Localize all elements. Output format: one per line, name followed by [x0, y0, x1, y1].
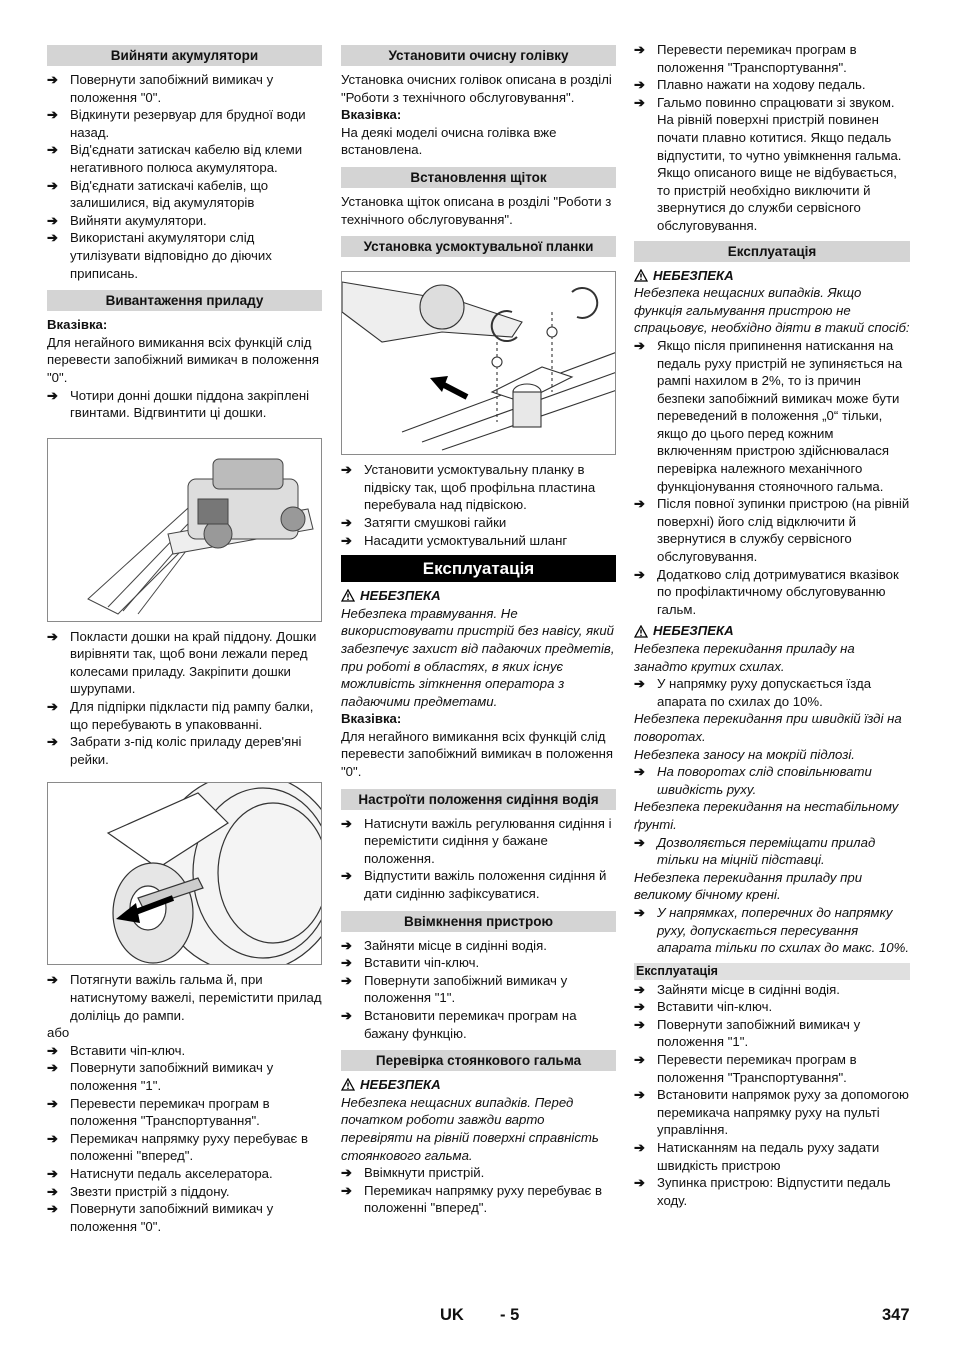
danger2-text4: Небезпека перекидання на нестабільному ґрунті. — [634, 799, 899, 832]
figure-machine-on-pallet — [47, 438, 322, 622]
list-item — [341, 1164, 616, 1182]
list-unload-4 — [47, 1042, 322, 1236]
figure-brake-lever — [47, 782, 322, 965]
arrow-right-icon: ➔ — [634, 764, 646, 780]
danger1-label: НЕБЕЗПЕКА — [653, 267, 734, 283]
list-item — [341, 972, 616, 1007]
list-item — [47, 229, 322, 282]
arrow-right-icon: ➔ — [341, 1182, 353, 1198]
note-label-2: Вказівка: — [341, 107, 402, 123]
list-unload-3 — [47, 971, 322, 1024]
arrow-right-icon: ➔ — [634, 999, 646, 1015]
column-1 — [47, 45, 322, 1235]
list-item — [341, 867, 616, 902]
list-item-text: Встановити напрямок руху за допомогою перемикача напрямку руху на пульті управління. — [657, 1087, 909, 1138]
install-head-text: Установка очисних голівок описана в розділі "Роботи з технічного обслуговування". — [341, 72, 612, 105]
list-item — [634, 41, 910, 76]
note-label: Вказівка: — [47, 317, 108, 333]
arrow-right-icon: ➔ — [634, 1175, 646, 1191]
heading-install-head: Установити очисну голівку — [341, 45, 616, 66]
list-item-text: Затягти смушкові гайки — [364, 514, 507, 530]
arrow-right-icon: ➔ — [47, 699, 59, 715]
arrow-right-icon: ➔ — [634, 77, 646, 93]
arrow-right-icon: ➔ — [341, 462, 353, 478]
list-item — [634, 76, 910, 94]
list-item — [47, 141, 322, 176]
list-item — [47, 698, 322, 733]
list-item — [47, 71, 322, 106]
list-item — [634, 495, 910, 565]
danger2-text5: Небезпека перекидання приладу при великому бічному крені. — [634, 869, 863, 903]
list-item: ➔ Дозволяється переміщати прилад тільки на міцній підставці. — [634, 834, 876, 868]
list-item-text: Чотири донні дошки піддона закріплені гвинтами. Відгвинтити ці дошки. — [70, 387, 310, 421]
list-item-text: Вставити чіп-ключ. — [364, 955, 480, 971]
heading-operation-small: Експлуатація — [634, 963, 910, 980]
list-item-text: Натиснути важіль регулювання сидіння і перемістити сидіння у бажане положення. — [364, 815, 612, 866]
list-item — [634, 1016, 910, 1051]
danger-label: НЕБЕЗПЕКА — [360, 588, 441, 604]
arrow-right-icon: ➔ — [634, 1140, 646, 1156]
arrow-right-icon: ➔ — [634, 337, 646, 353]
list-item: ➔ У напрямку руху допускається їзда апарата по схилах до 10%. — [634, 676, 872, 709]
arrow-right-icon: ➔ — [341, 868, 353, 884]
list-item — [47, 177, 322, 212]
note-text: Для негайного вимикання всіх функцій слід перевести запобіжний вимикач в положення "0". — [47, 334, 320, 385]
list-item — [47, 387, 322, 422]
footer-page-number: 347 — [882, 1306, 910, 1324]
list-item-text: Повернути запобіжний вимикач у положення "0". — [70, 72, 274, 105]
arrow-right-icon: ➔ — [47, 1165, 59, 1181]
list-item-text: Насадити усмоктувальний шланг — [364, 532, 568, 548]
list-item-text: Повернути запобіжний вимикач у положення "1". — [70, 1060, 274, 1093]
list-item — [47, 212, 322, 230]
heading-switch-on: Ввімкнення пристрою — [341, 911, 616, 932]
arrow-right-icon: ➔ — [634, 94, 646, 110]
arrow-right-icon: ➔ — [341, 937, 353, 953]
arrow-right-icon: ➔ — [634, 42, 646, 57]
list-item-text: Від'єднати затискач кабелю від клеми негативного полюса акумулятора. — [70, 142, 303, 175]
arrow-right-icon: ➔ — [341, 1165, 353, 1181]
list-danger1 — [634, 337, 910, 619]
arrow-right-icon: ➔ — [47, 230, 59, 246]
list-unload-1 — [47, 387, 322, 422]
figure-squeegee — [341, 271, 616, 455]
warning-triangle-icon — [634, 269, 648, 282]
list-item — [341, 937, 616, 955]
list-item-text: Для підпірки підкласти під рампу балки, що перебувають в упаковванні. — [70, 699, 314, 732]
list-item — [341, 954, 616, 972]
list-item — [47, 628, 322, 698]
list-item-text: Гальмо повинно спрацювати зі звуком. На рівній поверхні пристрій повинен почати плавно котитися. Якщо педаль відпустити, то чутно увімкнення гальма. Якщо описаного вище не відбувається, то пристрій необхідно виключити й звернутися до служби сервісного обслуговування. — [657, 94, 902, 233]
list-item-text: Звезти пристрій з піддону. — [70, 1183, 230, 1199]
list-item — [341, 461, 616, 514]
list-item-text: Повернути запобіжний вимикач у положення "1". — [657, 1016, 861, 1050]
arrow-right-icon: ➔ — [47, 212, 59, 228]
arrow-right-icon: ➔ — [341, 815, 353, 831]
list-item-text: Натиснути педаль акселератора. — [70, 1165, 273, 1181]
list-brake-cont — [634, 41, 910, 235]
list-item-text: Перевести перемикач програм в положення "Транспортування". — [657, 1052, 857, 1085]
heading-install-brush: Встановлення щіток — [341, 167, 616, 188]
arrow-right-icon: ➔ — [341, 1008, 353, 1023]
arrow-right-icon: ➔ — [47, 142, 59, 158]
arrow-right-icon: ➔ — [47, 1201, 59, 1217]
arrow-right-icon: ➔ — [634, 496, 646, 512]
list-danger2-b — [634, 763, 910, 798]
heading-squeegee: Установка усмоктувальної планки — [341, 236, 616, 257]
list-item — [634, 566, 910, 619]
list-item-text: Вийняти акумулятори. — [70, 212, 207, 228]
list-item-text: Від'єднати затискачі кабелів, що залишилися, від акумуляторів — [70, 177, 269, 211]
list-item-text: Зупинка пристрою: Відпустити педаль ходу. — [657, 1175, 891, 1208]
arrow-right-icon: ➔ — [47, 1183, 59, 1199]
list-item — [634, 1174, 910, 1209]
list-item — [634, 981, 910, 999]
list-item — [634, 337, 910, 495]
arrow-right-icon: ➔ — [47, 177, 59, 193]
list-brake — [341, 1164, 616, 1217]
arrow-right-icon: ➔ — [47, 734, 59, 750]
note-label-3: Вказівка: — [341, 711, 402, 727]
list-item — [47, 971, 322, 1024]
brake-danger-heading — [341, 1076, 616, 1094]
list-item-text: Перевести перемикач програм в положення "Транспортування". — [70, 1095, 270, 1129]
list-danger2-a — [634, 675, 910, 710]
list-item — [634, 1051, 910, 1086]
list-item-text: Потягнути важіль гальма й, при натиснутому важелі, перемістити прилад доліліць до рампи. — [70, 972, 322, 1023]
list-item-text: Зайняти місце в сидінні водія. — [364, 937, 547, 953]
arrow-right-icon: ➔ — [634, 566, 646, 582]
list-item-text: Установити усмоктувальну планку в підвіску так, щоб профільна пластина перебувала над підвіскою. — [364, 462, 596, 513]
column-3 — [634, 41, 910, 1209]
arrow-right-icon: ➔ — [47, 1060, 59, 1076]
heading-operation-main: Експлуатація — [341, 555, 616, 582]
list-item — [47, 1042, 322, 1060]
list-item — [47, 1130, 322, 1165]
arrow-right-icon: ➔ — [341, 514, 353, 530]
heading-operation: Експлуатація — [634, 241, 910, 262]
list-seat — [341, 815, 616, 903]
danger-heading — [341, 587, 616, 605]
heading-unload: Вивантаження приладу — [47, 290, 322, 311]
arrow-right-icon: ➔ — [47, 628, 59, 644]
brake-danger-label: НЕБЕЗПЕКА — [360, 1077, 441, 1093]
brake-danger-text: Небезпека нещасних випадків. Перед початком роботи завжди варто перевіряти на рівній поверхні справність стоянкового гальма. — [341, 1094, 599, 1163]
list-item-text: Повернути запобіжний вимикач у положення "1". — [364, 972, 568, 1006]
danger1-text: Небезпека нещасних випадків. Якщо функція гальмування пристрою не спрацьовує, необхідно діяти в такий спосіб: — [634, 285, 910, 336]
arrow-right-icon: ➔ — [47, 1130, 59, 1146]
list-item-text: Якщо після припинення натискання на педаль руху пристрій не зупиняється на рампі нахилом в 2%, то із причин безпеки запобіжний вимикач може бути переведений в положення „0“ тільки, якщо до цього перед кожним включенням пристрою здійснювалася перевірка належного механічного функціонування стояночного гальма. — [657, 337, 903, 494]
danger2-label: НЕБЕЗПЕКА — [653, 623, 734, 639]
footer-lang: UK — [440, 1306, 464, 1324]
or-text: або — [47, 1025, 70, 1041]
list-item-text: Вставити чіп-ключ. — [657, 999, 773, 1015]
heading-remove-battery: Вийняти акумулятори — [47, 45, 322, 66]
list-item-text: Перемикач напрямку руху перебуває в положенні "вперед". — [364, 1182, 602, 1216]
list-item: ➔ У напрямках, поперечних до напрямку руху, допускається пересування апарата тільки по схилах до макс. 10%. — [634, 904, 910, 956]
arrow-right-icon: ➔ — [634, 904, 646, 920]
arrow-right-icon: ➔ — [47, 107, 59, 123]
list-item-text: Перевести перемикач програм в положення "Транспортування". — [657, 42, 857, 75]
column-2 — [341, 45, 616, 1217]
arrow-right-icon: ➔ — [634, 1016, 646, 1032]
list-item-text: Повернути запобіжний вимикач у положення "0". — [70, 1201, 274, 1234]
list-item-text: Використані акумулятори слід утилізувати відповідно до діючих приписань. — [70, 230, 272, 281]
install-head-note: На деякі моделі очисна голівка вже встановлена. — [341, 124, 557, 158]
list-item — [341, 514, 616, 532]
danger1-heading — [634, 267, 910, 285]
arrow-right-icon: ➔ — [634, 834, 646, 850]
arrow-right-icon: ➔ — [634, 676, 646, 692]
list-item-text: Плавно нажати на ходову педаль. — [657, 77, 866, 93]
arrow-right-icon: ➔ — [341, 955, 353, 971]
list-item — [47, 106, 322, 141]
arrow-right-icon: ➔ — [634, 1087, 646, 1103]
danger2-text3: Небезпека заносу на мокрій підлозі. — [634, 746, 855, 762]
list-item-text: Ввімкнути пристрій. — [364, 1165, 485, 1181]
list-item-text: Вставити чіп-ключ. — [70, 1042, 186, 1058]
list-item — [341, 1007, 616, 1042]
note-text-3: Для негайного вимикання всіх функцій слід перевести запобіжний вимикач в положення "0". — [341, 728, 614, 780]
list-item — [341, 1182, 616, 1217]
list-switch-on — [341, 937, 616, 1043]
list-item-text: Натисканням на педаль руху задати швидкість пристрою — [657, 1140, 880, 1173]
arrow-right-icon: ➔ — [341, 972, 353, 988]
list-item — [634, 1086, 910, 1139]
arrow-right-icon: ➔ — [47, 72, 59, 87]
arrow-right-icon: ➔ — [634, 1052, 646, 1068]
warning-triangle-icon — [341, 589, 355, 602]
danger2-text2: Небезпека перекидання при швидкій їзді на поворотах. — [634, 711, 902, 744]
list-unload-2 — [47, 628, 322, 769]
list-item: ➔ На поворотах слід сповільнювати швидкість руху. — [634, 764, 872, 797]
footer-local-page: - 5 — [500, 1306, 520, 1324]
list-item — [634, 94, 910, 235]
list-item-text: Після повної зупинки пристрою (на рівній поверхні) його слід відключити й звернутися в службу сервісного обслуговування. — [657, 496, 910, 565]
list-item-text: Зайняти місце в сидінні водія. — [657, 981, 840, 997]
arrow-right-icon: ➔ — [47, 387, 59, 403]
danger2-heading — [634, 622, 910, 640]
list-item — [634, 998, 910, 1016]
warning-triangle-icon — [341, 1078, 355, 1091]
list-item-text: Відпустити важіль положення сидіння й дати сидінню зафіксуватися. — [364, 868, 607, 902]
list-remove-battery — [47, 71, 322, 282]
list-item-text: Відкинути резервуар для брудної води назад. — [70, 107, 306, 140]
heading-seat: Настроїти положення сидіння водія — [341, 789, 616, 810]
arrow-right-icon: ➔ — [341, 532, 353, 548]
danger-text: Небезпека травмування. Не використовувати пристрій без навісу, який забезпечує захист від падаючих предметів, при роботі в областях, в яких існує можливість зіткнення оператора з падаючими предметами. — [341, 605, 615, 709]
list-danger2-c — [634, 834, 910, 869]
danger2-text: Небезпека перекидання приладу на занадто крутих схилах. — [634, 641, 855, 674]
list-item — [47, 733, 322, 768]
list-operation — [634, 981, 910, 1210]
list-squeegee — [341, 461, 616, 549]
list-item — [47, 1165, 322, 1183]
arrow-right-icon: ➔ — [47, 972, 59, 988]
list-item-text: Додатково слід дотримуватися вказівок по профілактичному обслуговуванню гальм. — [657, 566, 899, 617]
arrow-right-icon: ➔ — [47, 1042, 59, 1058]
list-item — [47, 1095, 322, 1130]
heading-brake: Перевірка стоянкового гальма — [341, 1050, 616, 1071]
list-item — [47, 1059, 322, 1094]
install-brush-text: Установка щіток описана в розділі "Роботи з технічного обслуговування". — [341, 193, 612, 227]
list-item — [634, 1139, 910, 1174]
list-item — [341, 532, 616, 550]
list-item-text: Перемикач напрямку руху перебуває в положенні "вперед". — [70, 1130, 308, 1164]
list-item — [47, 1200, 322, 1235]
list-item-text: Встановити перемикач програм на бажану функцію. — [364, 1008, 577, 1041]
list-item — [341, 815, 616, 868]
list-item-text: Забрати з-під коліс приладу дерев'яні рейки. — [70, 734, 302, 767]
warning-triangle-icon — [634, 625, 648, 638]
list-item — [47, 1183, 322, 1201]
arrow-right-icon: ➔ — [634, 981, 646, 997]
list-item-text: Покласти дошки на край піддону. Дошки вирівняти так, щоб вони лежали перед колесами приладу. Закріпити дошки шурупами. — [70, 628, 317, 697]
list-danger2-d — [634, 904, 910, 957]
arrow-right-icon: ➔ — [47, 1095, 59, 1111]
